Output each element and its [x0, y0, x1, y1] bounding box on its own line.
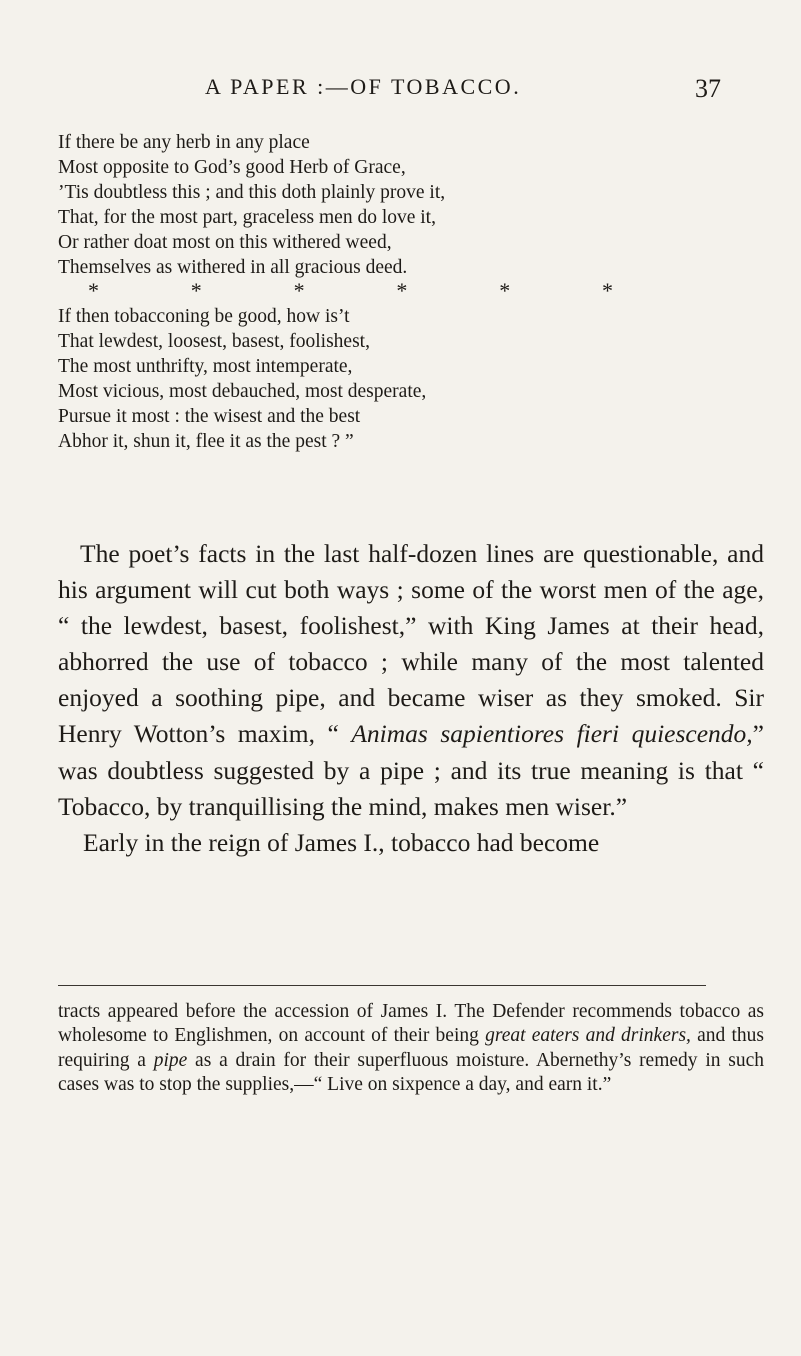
poem-line: Themselves as withered in all gracious deed.	[58, 256, 408, 278]
body-text-run: ” was doubtless suggested by a pipe ; and its true meaning is that “ Tobacco, by tranquillising the mind, makes men wiser.”	[58, 719, 764, 821]
page-number: 37	[695, 74, 721, 103]
poem-line: Most opposite to God’s good Herb of Grace,	[58, 156, 406, 178]
latin-maxim: Animas sapientiores fieri quiescendo,	[351, 719, 753, 749]
footnote-italic: pipe	[153, 1049, 188, 1071]
footnote-italic: great eaters and drinkers,	[485, 1025, 691, 1047]
body-paragraph: Early in the reign of James I., tobacco had become	[83, 827, 600, 857]
poem-line: Pursue it most : the wisest and the best	[58, 406, 361, 428]
asterisk: *	[293, 278, 305, 304]
body-text-run: The poet’s facts in the last half-dozen lines are questionable, and his argument will cut both ways ; some of the worst men of the age, “ the lewdest, basest, foolishest,” with King James at their head, abhorred the use of tobacco ; while many of the most talented enjoyed a soothing pipe, and became wiser as they smoked. Sir Henry Wotton’s maxim, “	[58, 539, 764, 749]
poem-line: If there be any herb in any place	[58, 132, 310, 153]
body-paragraph	[58, 536, 764, 825]
asterisk: *	[190, 278, 202, 304]
page-header	[0, 74, 801, 114]
poem-line: That, for the most part, graceless men do love it,	[58, 206, 436, 228]
poem-line: Most vicious, most debauched, most desperate,	[58, 381, 427, 403]
asterisk: *	[601, 278, 613, 304]
footnote-text-run: and thus requiring a	[58, 1025, 764, 1071]
poem-line: Abhor it, shun it, flee it as the pest ? ”	[58, 430, 354, 452]
footnote-paragraph	[58, 1000, 764, 1097]
running-title: A PAPER :—OF TOBACCO.	[205, 74, 522, 99]
footnote	[58, 1000, 764, 1097]
poem-line: ’Tis doubtless this ; and this doth plainly prove it,	[58, 181, 446, 203]
poem-line: That lewdest, loosest, basest, foolishest,	[58, 331, 370, 353]
footnote-rule	[58, 985, 706, 986]
asterisk: *	[499, 278, 511, 304]
asterisk: *	[88, 278, 99, 304]
poem-line: Or rather doat most on this withered weed,	[58, 231, 392, 253]
body-text	[58, 536, 764, 861]
footnote-text-run: as a drain for their superfluous moisture. Abernethy’s remedy in such cases was to stop the supplies,—“ Live on sixpence a day, and earn it.”	[58, 1049, 765, 1095]
poem-quotation	[58, 131, 758, 455]
footnote-text-run: tracts appeared before the accession of James I. The Defender recommends tobacco as wholesome to Englishmen, on account of their being	[58, 1001, 764, 1047]
poem-line: If then tobacconing be good, how is’t	[58, 306, 350, 328]
asterisk: *	[396, 278, 408, 304]
asterisk-separator	[58, 280, 613, 305]
poem-line: The most unthrifty, most intemperate,	[58, 356, 353, 378]
